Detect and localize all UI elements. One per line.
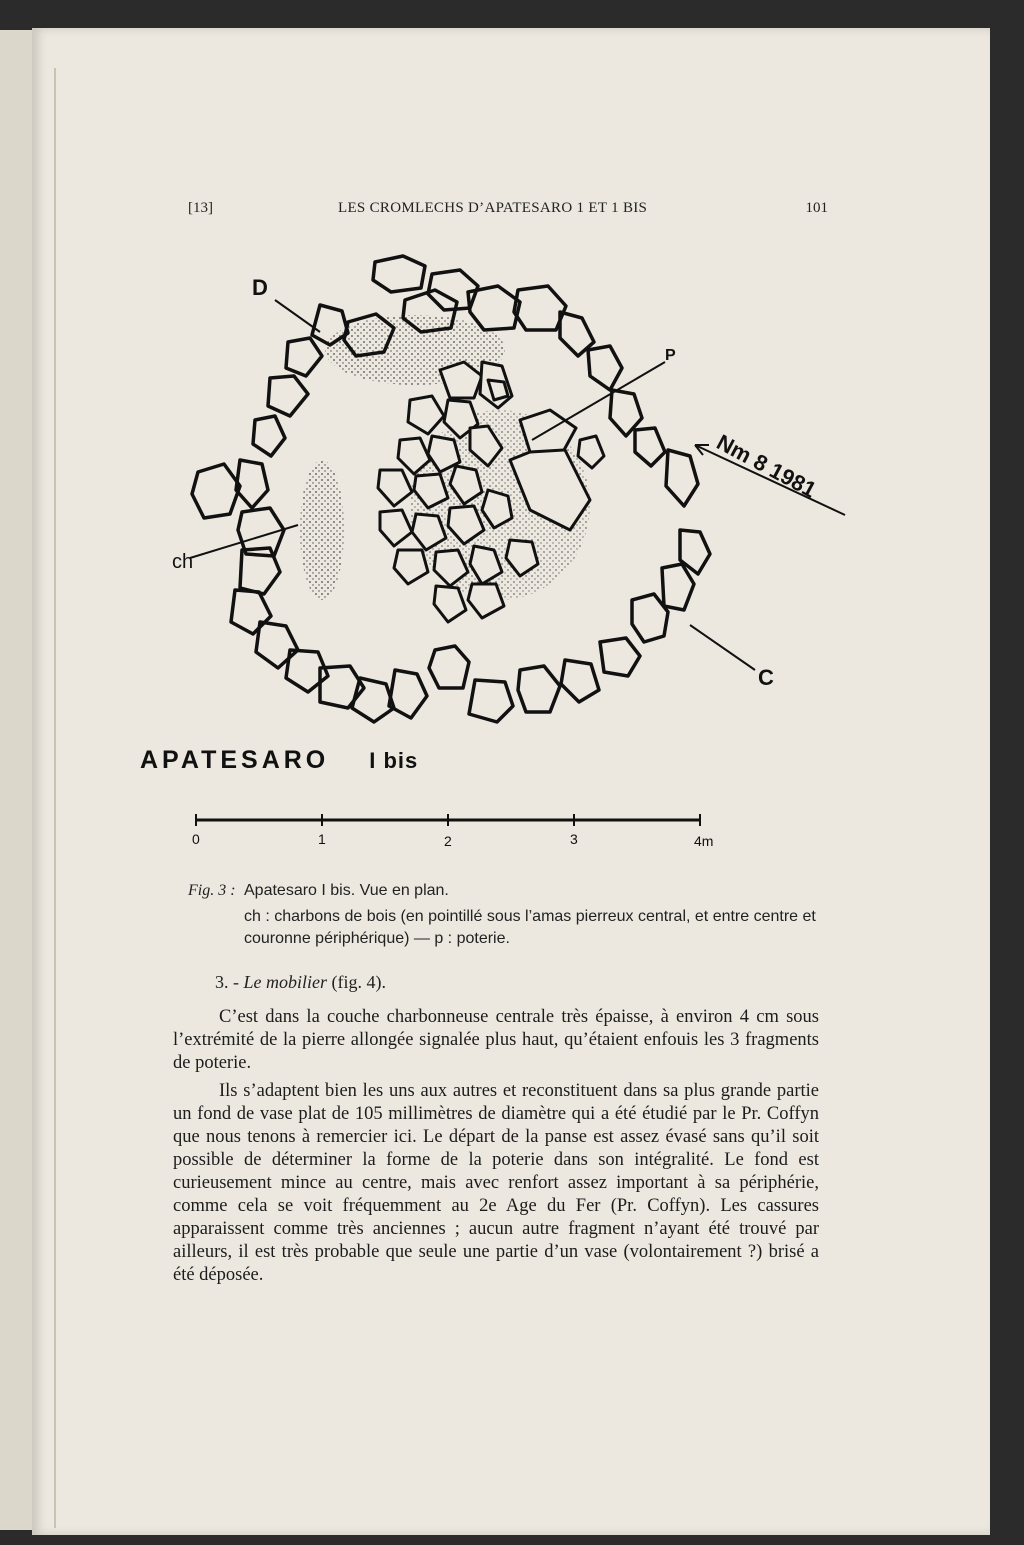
page-number: 101 <box>805 200 828 216</box>
section-heading <box>215 972 386 993</box>
charcoal-zone-left <box>300 460 344 600</box>
scale-label-1: 1 <box>318 831 326 847</box>
caption-line-1: Apatesaro I bis. Vue en plan. <box>244 882 449 899</box>
caption-line-2: ch : charbons de bois (en pointillé sous l’amas pierreux central, et entre centre et couronne périphérique) — p : poterie. <box>244 908 816 947</box>
left-page-edge <box>0 30 32 1530</box>
figure-title <box>140 746 418 775</box>
paragraph-2: Ils s’adaptent bien les uns aux autres et reconstituent dans sa plus grande partie un fond de vase plat de 105 millimètres de diamètre qui a été étudié par le Pr. Coffyn que nous tenons à remercier ici. Le départ de la panse est assez évasé sans qu’il soit possible de déterminer la forme de la poterie dans son intégralité. Le fond est curieusement mince au centre, mais avec renfort assez important à sa périphérie, comme cela se voit fréquemment au 2e Age du Fer (Pr. Coffyn). Les cassures apparaissent comme très anciennes ; aucun autre fragment n’ayant été trouvé par ailleurs, il est très probable que seule une partie d’un vase (volontairement ?) brisé a été déposée. <box>173 1081 819 1285</box>
scale-label-4: 4m <box>694 833 714 849</box>
section-heading-title: Le mobilier <box>243 972 327 992</box>
page-gutter <box>54 68 56 1528</box>
figure-title-suffix: I bis <box>369 748 419 773</box>
label-C: C <box>758 665 774 690</box>
cromlech-plan-figure <box>170 250 860 790</box>
running-header <box>188 200 828 224</box>
figure-label: Fig. 3 : <box>188 882 236 899</box>
scale-label-0: 0 <box>192 831 200 847</box>
north-arrow-label: Nm 8 1981 <box>712 429 821 503</box>
paragraph-1: C’est dans la couche charbonneuse centrale très épaisse, à environ 4 cm sous l’extrémité de la pierre allongée signalée plus haut, qu’étaient enfouis les 3 fragments de poterie. <box>173 1007 819 1073</box>
label-D: D <box>252 275 268 300</box>
central-cairn <box>378 362 604 622</box>
figure-title-main: APATESARO <box>140 746 330 774</box>
section-heading-ref: (fig. 4). <box>331 972 386 992</box>
scale-bar <box>190 808 730 858</box>
scale-label-2: 2 <box>444 833 452 849</box>
label-P: P <box>665 347 676 364</box>
section-number: [13] <box>188 200 213 216</box>
section-heading-number: 3. - <box>215 972 239 992</box>
running-title: LES CROMLECHS D’APATESARO 1 ET 1 BIS <box>338 200 648 216</box>
scale-label-3: 3 <box>570 831 578 847</box>
label-ch: ch <box>172 551 194 573</box>
